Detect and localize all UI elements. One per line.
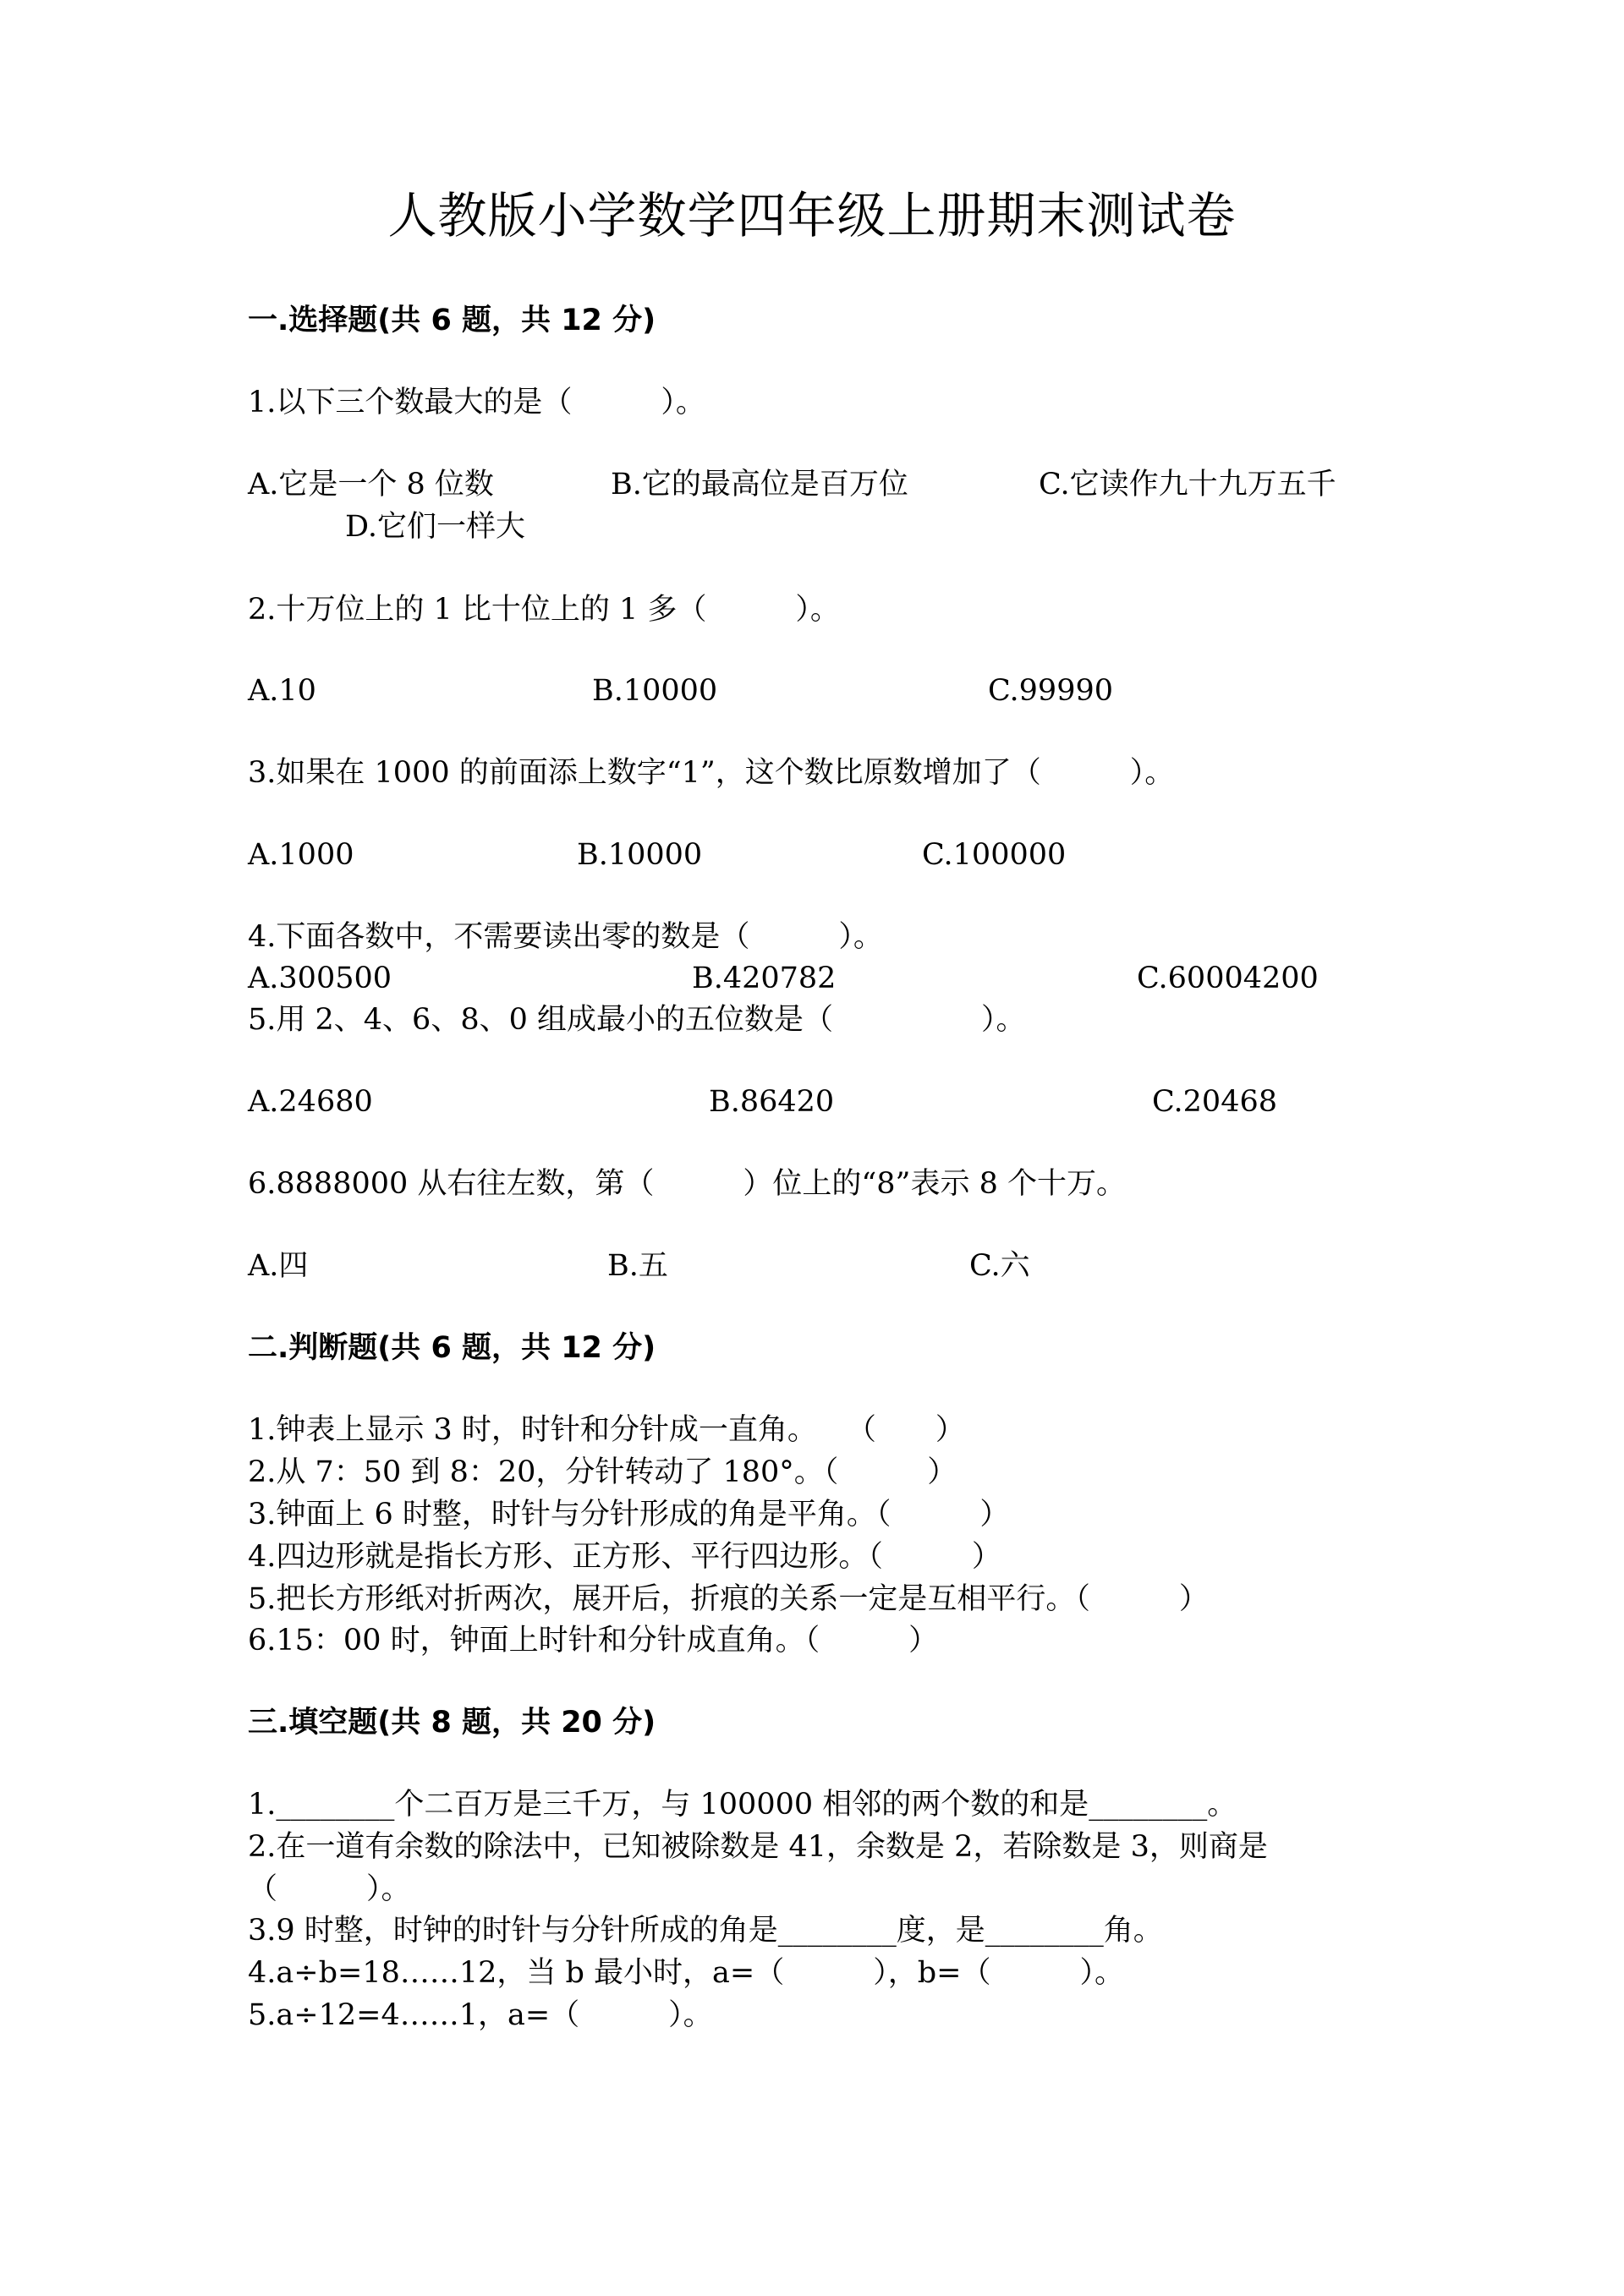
choice-2-option-b: B.10000 <box>592 674 718 708</box>
choice-4-option-a: A.300500 <box>248 962 392 995</box>
choice-2-option-a: A.10 <box>248 674 316 708</box>
section-heading-choice: 一.选择题(共 6 题，共 12 分) <box>248 304 656 337</box>
choice-6-option-b: B.五 <box>607 1249 668 1283</box>
fill-question-4: 4.a÷b=18……12，当 b 最小时，a=（ ），b=（ ）。 <box>248 1956 1124 1990</box>
judgement-question-2: 2.从 7：50 到 8：20，分针转动了 180°。（ ） <box>248 1455 957 1489</box>
choice-4-option-c: C.60004200 <box>1137 962 1319 995</box>
judgement-question-3: 3.钟面上 6 时整，时针与分针形成的角是平角。（ ） <box>248 1498 1010 1532</box>
choice-question-6: 6.8888000 从右往左数，第（ ）位上的“8”表示 8 个十万。 <box>248 1167 1126 1201</box>
choice-5-option-b: B.86420 <box>709 1085 835 1119</box>
choice-6-option-a: A.四 <box>248 1249 309 1283</box>
choice-question-5: 5.用 2、4、6、8、0 组成最小的五位数是（ ）。 <box>248 1003 1026 1037</box>
choice-5-option-c: C.20468 <box>1152 1085 1277 1119</box>
fill-question-2: 2.在一道有余数的除法中，已知被除数是 41，余数是 2，若除数是 3，则商是 <box>248 1830 1268 1864</box>
judgement-question-1: 1.钟表上显示 3 时，时针和分针成一直角。 （ ） <box>248 1413 965 1447</box>
choice-question-4: 4.下面各数中，不需要读出零的数是（ ）。 <box>248 920 883 954</box>
section-heading-fill: 三.填空题(共 8 题，共 20 分) <box>248 1706 656 1740</box>
choice-question-3: 3.如果在 1000 的前面添上数字“1”，这个数比原数增加了（ ）。 <box>248 756 1175 790</box>
choice-1-option-d: D.它们一样大 <box>345 510 525 544</box>
judgement-question-4: 4.四边形就是指长方形、正方形、平行四边形。（ ） <box>248 1540 1001 1574</box>
choice-3-option-b: B.10000 <box>577 838 703 872</box>
fill-question-2-continued: （ ）。 <box>248 1872 411 1906</box>
choice-3-option-c: C.100000 <box>922 838 1067 872</box>
judgement-question-6: 6.15：00 时，钟面上时针和分针成直角。（ ） <box>248 1624 939 1658</box>
section-heading-judgement: 二.判断题(共 6 题，共 12 分) <box>248 1331 656 1365</box>
fill-question-3: 3.9 时整，时钟的时针与分针所成的角是________度，是________角。 <box>248 1914 1163 1948</box>
choice-6-option-c: C.六 <box>969 1249 1030 1283</box>
choice-2-option-c: C.99990 <box>988 674 1113 708</box>
choice-1-option-b: B.它的最高位是百万位 <box>611 468 908 501</box>
choice-question-2: 2.十万位上的 1 比十位上的 1 多（ ）。 <box>248 593 840 627</box>
choice-1-option-a: A.它是一个 8 位数 <box>248 468 494 501</box>
choice-1-option-c: C.它读作九十九万五千 <box>1039 468 1336 501</box>
fill-question-1: 1.________个二百万是三千万，与 100000 相邻的两个数的和是________。 <box>248 1788 1237 1822</box>
choice-3-option-a: A.1000 <box>248 838 354 872</box>
choice-5-option-a: A.24680 <box>248 1085 373 1119</box>
choice-4-option-b: B.420782 <box>692 962 837 995</box>
exam-title: 人教版小学数学四年级上册期末测试卷 <box>387 187 1237 244</box>
judgement-question-5: 5.把长方形纸对折两次，展开后，折痕的关系一定是互相平行。（ ） <box>248 1582 1209 1616</box>
choice-question-1: 1.以下三个数最大的是（ ）。 <box>248 386 705 419</box>
fill-question-5: 5.a÷12=4……1，a=（ ）。 <box>248 1998 713 2032</box>
